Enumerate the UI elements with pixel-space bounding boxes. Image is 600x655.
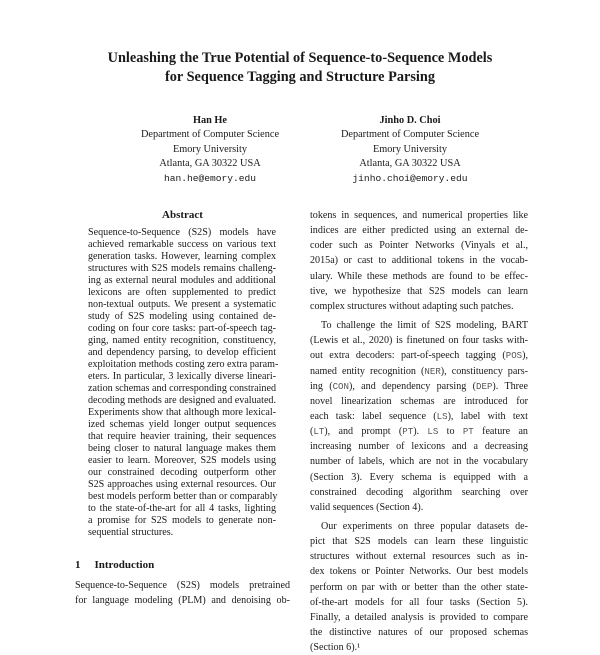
text-line: To challenge the limit of S2S modeling, BART	[321, 320, 528, 332]
text-line: valid sequences (Section 4).	[310, 501, 424, 513]
text-line: structures with S2S models remains challeng-	[88, 263, 276, 274]
text-line: indices are either predicted using an external de-	[310, 225, 528, 237]
text-line: our constrained decoding outperform other	[88, 467, 276, 478]
text-line: ing (CON), and dependency parsing (DEP). Three	[310, 380, 528, 392]
text-line: Sequence-to-Sequence (S2S) models have	[88, 227, 276, 238]
text-line: ized schemas yield longer output sequences	[88, 419, 276, 430]
text-line: that require heavier training, their sequences	[88, 431, 276, 442]
author-name: Jinho D. Choi	[379, 115, 441, 126]
text-line: complex structures without adapting such patches.	[310, 300, 514, 312]
code-term: NER	[424, 365, 441, 377]
text-line: ulary. While these methods are found to be effec-	[310, 270, 528, 282]
text-line: out extra decoders: part-of-speech tagging (POS),	[310, 350, 528, 362]
code-term: LS	[436, 410, 448, 422]
text-line: Finally, a detailed analysis is provided to compare	[310, 611, 528, 623]
text-line: each task: label sequence (LS), label with text	[310, 410, 528, 422]
code-term: LS	[427, 426, 439, 438]
section-heading	[75, 559, 154, 571]
text-line: tive, we hypothesize that S2S models can learn	[310, 285, 528, 297]
paper-title	[0, 49, 600, 87]
text-line: 2015a) or cast to additional tokens in the vocab-	[310, 255, 528, 267]
author-department: Department of Computer Science	[340, 129, 480, 141]
text-line: zation schemas and corresponding constrained	[88, 383, 276, 394]
text-line: best models perform better than or comparably	[88, 491, 278, 502]
text-line: Experiments show that although more lexical-	[88, 407, 276, 418]
text-line: a promise for S2S models to generate non-	[88, 515, 276, 526]
text-line: sequential structures.	[88, 527, 174, 538]
author-name: Han He	[192, 115, 228, 126]
text-line: structures without external resources such as in-	[310, 551, 528, 563]
abstract-heading: Abstract	[162, 209, 203, 221]
code-term: DEP	[476, 380, 493, 392]
text-line: Our experiments on three popular datasets de-	[321, 521, 528, 532]
code-term: LT	[313, 426, 325, 438]
title-line: Unleashing the True Potential of Sequence-to-Sequence Models	[107, 50, 493, 66]
text-line: and dependency parsing, to develop efficient	[88, 347, 276, 358]
text-line: number of labels, which are not in the vocabulary	[310, 456, 528, 468]
text-line: S2S approaches using external resources. Our	[88, 479, 276, 490]
text-line: pict that S2S models can learn these linguistic	[310, 536, 528, 548]
author-university: Emory University	[372, 143, 448, 155]
section-title: Introduction	[94, 559, 155, 571]
code-term: PT	[462, 426, 474, 438]
text-line: eters. In particular, 3 lexically diverse lineari-	[88, 371, 276, 382]
author-email: han.he@emory.edu	[163, 172, 257, 184]
text-line: ging, named entity recognition, constituency,	[88, 335, 276, 346]
text-line: coder such as Pointer Networks (Vinyals et al.,	[310, 240, 528, 252]
text-line: tokens in sequences, and numerical properties like	[310, 210, 528, 221]
text-line: novel linearization schemas are introduced for	[310, 395, 528, 407]
text-line: (Section 3). Every schema is equipped with a	[310, 471, 528, 483]
text-line: perform on par with or better than the other state-	[310, 581, 528, 593]
text-line: generation tasks. However, learning complex	[88, 251, 276, 262]
text-line: lexicons are often supplemented to predict	[88, 287, 276, 298]
author-department: Department of Computer Science	[140, 129, 280, 141]
text-line: Sequence-to-Sequence (S2S) models pretrained	[75, 580, 290, 591]
text-line: of-the-art models for all four tasks (Section 5).	[310, 596, 528, 608]
text-line: exploitation methods costing zero extra param-	[88, 359, 279, 370]
text-line: increasing number of lexicons and a decreasing	[310, 441, 528, 453]
text-line: ing as external neural modules and additional	[88, 275, 276, 286]
text-line: non-textual outputs. We present a systematic	[88, 299, 276, 310]
text-line: named entity recognition (NER), constituency pars-	[310, 365, 528, 377]
text-line: coding on four core tasks: part-of-speech tag-	[88, 323, 276, 334]
text-line: (Lewis et al., 2020) is finetuned on four tasks with-	[310, 335, 528, 347]
text-line: the distinctive natures of our proposed schemas	[310, 627, 528, 639]
code-term: PT	[402, 426, 414, 438]
text-line: being closer to natural language makes them	[88, 443, 276, 454]
author-email: jinho.choi@emory.edu	[352, 172, 468, 184]
author-block	[290, 114, 530, 186]
text-line: dex tokens or Pointer Networks. Our best models	[310, 566, 528, 578]
text-line: decoding methods are designed and evaluated.	[88, 395, 276, 406]
code-term: CON	[332, 380, 349, 392]
text-line: (Section 6).¹	[310, 642, 361, 654]
author-location: Atlanta, GA 30322 USA	[359, 158, 461, 170]
text-line: study of S2S modeling using contained de-	[88, 311, 276, 322]
text-line: constrained decoding algorithm searching over	[310, 486, 528, 498]
code-term: POS	[505, 350, 523, 362]
text-line: (LT), and prompt (PT). LS to PT feature an	[310, 426, 528, 438]
text-line: for language modeling (PLM) and denoising ob-	[75, 595, 290, 606]
author-location: Atlanta, GA 30322 USA	[159, 158, 261, 170]
title-line: for Sequence Tagging and Structure Parsing	[165, 69, 435, 85]
text-line: to the state-of-the-art for all 4 tasks, lighting	[88, 503, 276, 514]
text-line: achieved remarkable success on various text	[88, 239, 276, 250]
text-line: easier to learn. Moreover, S2S models using	[88, 455, 276, 466]
section-number: 1	[75, 559, 81, 571]
author-university: Emory University	[172, 143, 248, 155]
